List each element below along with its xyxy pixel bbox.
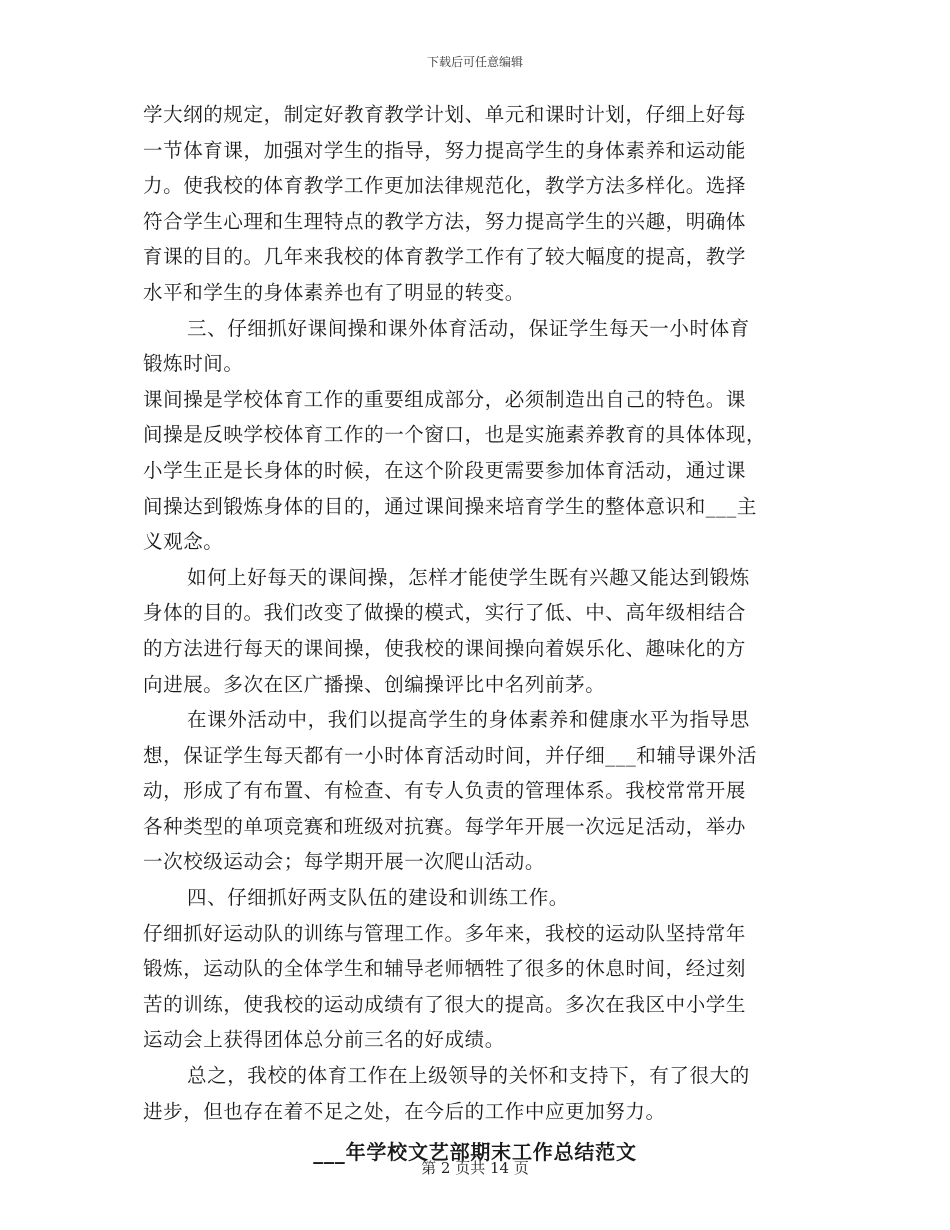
text-line: 向进展。多次在区广播操、创编操评比中名列前茅。 <box>143 672 606 696</box>
document-body <box>143 97 807 1171</box>
text-line: 锻炼时间。 <box>143 352 244 376</box>
section-title: ___年学校文艺部期末工作总结范文 <box>313 1140 637 1165</box>
text-line: 间操达到锻炼身体的目的，通过课间操来培育学生的整体意识和___主 <box>143 494 757 518</box>
text-line: 动，形成了有布置、有检查、有专人负责的管理体系。我校常常开展 <box>143 779 747 803</box>
text-line: 间操是反映学校体育工作的一个窗口，也是实施素养教育的具体体现， <box>143 423 767 447</box>
text-line: 育课的目的。几年来我校的体育教学工作有了较大幅度的提高，教学 <box>143 245 747 269</box>
page-header: 下载后可任意编辑 <box>426 55 523 69</box>
text-line: 进步，但也存在着不足之处，在今后的工作中应更加努力。 <box>143 1099 666 1123</box>
text-line: 课间操是学校体育工作的重要组成部分，必须制造出自己的特色。课 <box>143 387 747 411</box>
text-line: 学大纲的规定，制定好教育教学计划、单元和课时计划，仔细上好每 <box>143 103 747 126</box>
text-line: 如何上好每天的课间操，怎样才能使学生既有兴趣又能达到锻炼 <box>187 565 750 589</box>
page-number: 第 2 页共 14 页 <box>421 1159 529 1177</box>
text-line: 水平和学生的身体素养也有了明显的转变。 <box>143 280 525 304</box>
text-line: 在课外活动中，我们以提高学生的身体素养和健康水平为指导思 <box>187 708 750 732</box>
text-line: 四、仔细抓好两支队伍的建设和训练工作。 <box>187 886 569 910</box>
text-line: 锻炼，运动队的全体学生和辅导老师牺牲了很多的休息时间，经过刻 <box>143 957 747 981</box>
text-line: 各种类型的单项竞赛和班级对抗赛。每学年开展一次远足活动，举办 <box>143 814 747 838</box>
text-line: 一节体育课，加强对学生的指导，努力提高学生的身体素养和运动能 <box>143 138 747 162</box>
body-text <box>143 97 807 1129</box>
text-line: 仔细抓好运动队的训练与管理工作。多年来，我校的运动队坚持常年 <box>143 921 747 945</box>
text-line: 三、仔细抓好课间操和课外体育活动，保证学生每天一小时体育 <box>187 316 750 340</box>
text-line: 苦的训练，使我校的运动成绩有了很大的提高。多次在我区中小学生 <box>143 992 747 1016</box>
text-line: 义观念。 <box>143 530 224 554</box>
text-line: 小学生正是长身体的时候，在这个阶段更需要参加体育活动，通过课 <box>143 458 747 482</box>
text-line: 力。使我校的体育教学工作更加法律规范化，教学方法多样化。选择 <box>143 174 747 198</box>
text-line: 一次校级运动会；每学期开展一次爬山活动。 <box>143 850 546 874</box>
text-line: 的方法进行每天的课间操，使我校的课间操向着娱乐化、趣味化的方 <box>143 636 747 660</box>
text-line: 符合学生心理和生理特点的教学方法，努力提高学生的兴趣，明确体 <box>143 209 747 233</box>
text-line: 想，保证学生每天都有一小时体育活动时间，并仔细___和辅导课外活 <box>143 743 757 767</box>
text-line: 总之，我校的体育工作在上级领导的关怀和支持下，有了很大的 <box>187 1064 750 1088</box>
text-line: 运动会上获得团体总分前三名的好成绩。 <box>143 1028 505 1052</box>
text-line: 身体的目的。我们改变了做操的模式，实行了低、中、高年级相结合 <box>143 601 747 625</box>
